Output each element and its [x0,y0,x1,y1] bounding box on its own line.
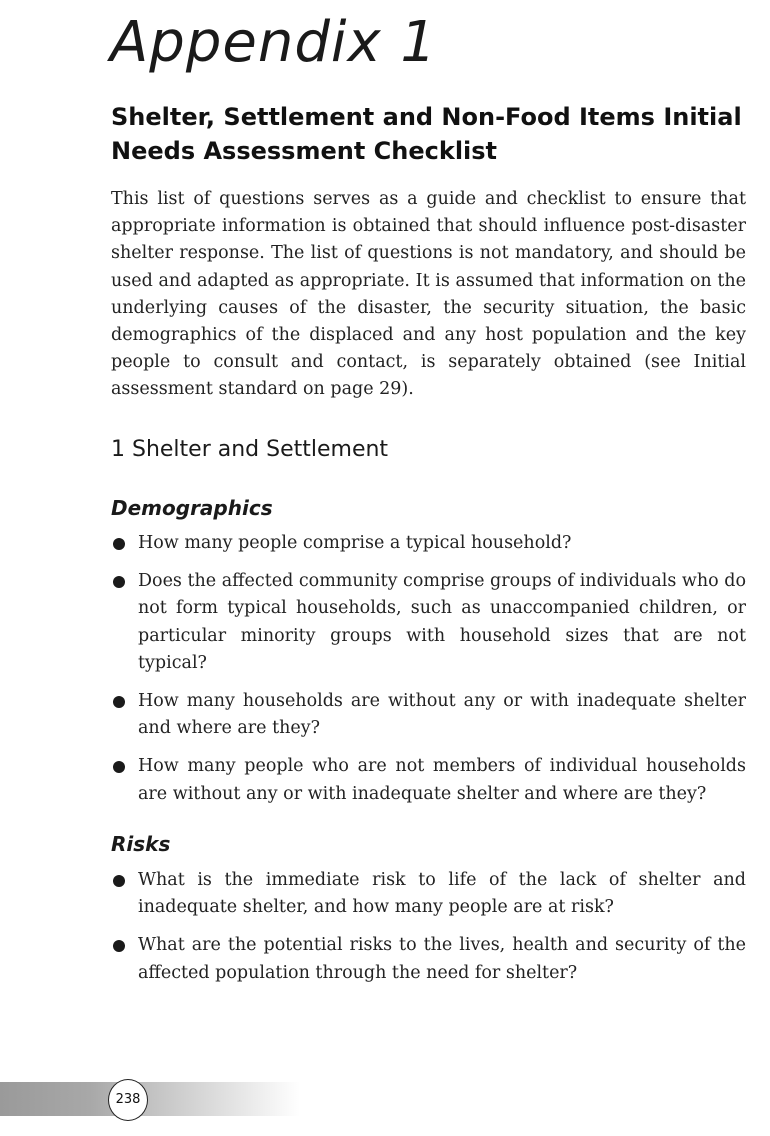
footer-band [0,1082,300,1116]
list-item-text: How many people who are not members of individual households are without any or with inadequate shelter and where are they? [138,756,746,804]
list-item [111,867,746,921]
list-item [111,530,746,557]
list-item-text: Does the affected community comprise groups of individuals who do not form typical households, such as unaccompanied children, or particular minority groups with household sizes that are not typical? [138,571,746,673]
bullet-icon [113,761,125,773]
bullet-icon [113,576,125,588]
list-item-text: What are the potential risks to the lives, health and security of the affected population through the need for shelter? [138,935,746,983]
list-item [111,753,746,807]
appendix-title: Appendix 1 [110,10,438,75]
list-item [111,568,746,677]
risks-heading: Risks [111,832,171,856]
document-subtitle: Shelter, Settlement and Non-Food Items Initial Needs Assessment Checklist [111,103,742,165]
bullet-icon [113,538,125,550]
bullet-icon [113,875,125,887]
risks-list [111,867,746,987]
page-number: 238 [108,1079,148,1121]
intro-paragraph: This list of questions serves as a guide and checklist to ensure that appropriate information is obtained that should influence post-disaster shelter response. The list of questions is not mandatory, and should be used and adapted as appropriate. It is assumed that information on the underlying causes of the disaster, the security situation, the basic demographics of the displaced and any host population and the key people to consult and contact, is separately obtained (see Initial assessment standard on page 29). [111,189,746,400]
demographics-heading: Demographics [111,496,273,520]
bullet-icon [113,940,125,952]
section-heading: 1 Shelter and Settlement [111,437,389,462]
list-item [111,932,746,986]
list-item-text: What is the immediate risk to life of the lack of shelter and inadequate shelter, and how many people are at risk? [138,870,746,918]
list-item-text: How many people comprise a typical household? [138,533,572,553]
bullet-icon [113,696,125,708]
list-item [111,688,746,742]
demographics-list [111,530,746,808]
list-item-text: How many households are without any or with inadequate shelter and where are they? [138,691,746,739]
